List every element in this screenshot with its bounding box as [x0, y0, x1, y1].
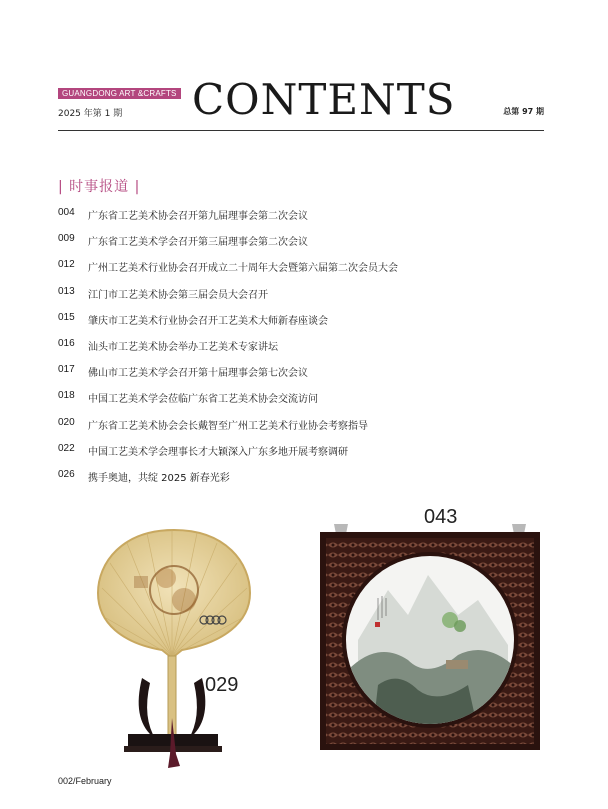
toc-page-number: 015: [58, 311, 75, 323]
toc-title: 广东省工艺美术协会会长戴智至广州工艺美术行业协会考察指导: [88, 420, 368, 432]
header-divider: [58, 130, 544, 131]
toc-item[interactable]: [58, 338, 558, 364]
brand-label: GUANGDONG ART &CRAFTS: [58, 88, 181, 99]
toc-item[interactable]: [58, 259, 558, 285]
toc-title: 携手奥迪，共绽 2025 新春光彩: [88, 472, 230, 484]
toc-title: 中国工艺美术学会理事长才大颖深入广东多地开展考察调研: [88, 446, 348, 458]
toc-item[interactable]: [58, 390, 558, 416]
toc-title: 中国工艺美术学会莅临广东省工艺美术协会交流访问: [88, 394, 318, 406]
toc-item[interactable]: [58, 233, 558, 259]
toc-page-number: 018: [58, 390, 75, 402]
toc-item[interactable]: [58, 469, 558, 495]
toc-item[interactable]: [58, 443, 558, 469]
section-title: | 时事报道 |: [58, 179, 141, 195]
toc-page-number: 012: [58, 259, 75, 271]
toc-item[interactable]: [58, 286, 558, 312]
fan-page-number: 029: [205, 674, 239, 696]
page-footer: 002/February: [58, 776, 112, 786]
toc-title: 广东省工艺美术学会召开第三届理事会第二次会议: [88, 237, 308, 249]
toc-title: 江门市工艺美术协会第三届会员大会召开: [88, 289, 268, 301]
table-of-contents: [58, 207, 558, 495]
issue-number: 2025 年第 1 期: [58, 109, 123, 119]
toc-page-number: 026: [58, 468, 75, 480]
seal-stamp: [375, 622, 380, 627]
toc-item[interactable]: [58, 364, 558, 390]
porcelain-screen-image[interactable]: [318, 520, 542, 752]
toc-title: 佛山市工艺美术学会召开第十届理事会第七次会议: [88, 368, 308, 380]
toc-title: 广东省工艺美术协会召开第九届理事会第二次会议: [88, 211, 308, 222]
toc-item[interactable]: [58, 417, 558, 443]
toc-page-number: 016: [58, 337, 75, 349]
toc-item[interactable]: [58, 207, 558, 233]
total-issue-number: 总第 97 期: [503, 107, 544, 116]
toc-page-number: 009: [58, 233, 75, 245]
toc-page-number: 022: [58, 442, 75, 454]
toc-title: 汕头市工艺美术协会举办工艺美术专家讲坛: [88, 341, 278, 353]
toc-page-number: 020: [58, 416, 75, 428]
toc-item[interactable]: [58, 312, 558, 338]
screen-page-number: 043: [424, 506, 458, 528]
toc-title: 广州工艺美术行业协会召开成立二十周年大会暨第六届第二次会员大会: [88, 263, 398, 275]
toc-page-number: 013: [58, 285, 75, 297]
fan-image[interactable]: [92, 518, 256, 770]
toc-title: 肇庆市工艺美术行业协会召开工艺美术大师新春座谈会: [88, 315, 328, 327]
page-title: CONTENTS: [192, 75, 456, 124]
toc-page-number: 017: [58, 364, 75, 376]
toc-page-number: 004: [58, 207, 75, 218]
